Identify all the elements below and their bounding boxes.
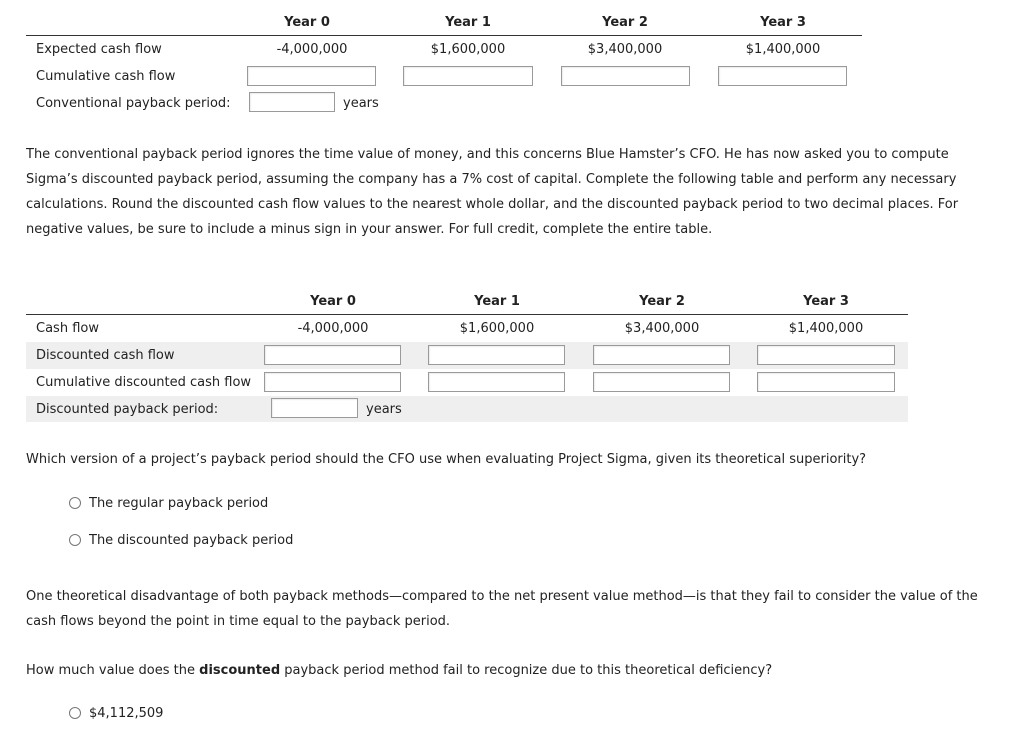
discounted-payback-input[interactable]: [271, 398, 358, 418]
cumulative-discounted-y1-input[interactable]: [428, 372, 565, 392]
table2-header-rule: [26, 314, 908, 315]
table1-label-expected: Expected cash flow: [36, 42, 162, 57]
conventional-payback-input[interactable]: [249, 92, 335, 112]
question-2-text-after: payback period method fail to recognize due to this theoretical deficiency?: [280, 663, 773, 678]
cumulative-discounted-y3-input[interactable]: [757, 372, 895, 392]
table1-header-year1: Year 1: [445, 15, 491, 30]
table2-header-year0: Year 0: [310, 294, 356, 309]
discounted-cash-flow-y0-input[interactable]: [264, 345, 401, 365]
radio-button-icon[interactable]: [69, 497, 81, 509]
option-label[interactable]: $4,112,509: [89, 706, 164, 721]
disadvantage-paragraph: One theoretical disadvantage of both payback methods—compared to the net present value method—is that they fail to consider the value of the cash flows beyond the point in time equal to the payback period.: [26, 589, 978, 629]
table2-header-year3: Year 3: [803, 294, 849, 309]
option-label[interactable]: The discounted payback period: [89, 533, 294, 548]
table1-header-rule: [26, 35, 862, 36]
payback-unit-label: years: [343, 96, 379, 111]
table2-header-year1: Year 1: [474, 294, 520, 309]
cumulative-cash-flow-y1-input[interactable]: [403, 66, 533, 86]
table2-cell-cashflow-y3: $1,400,000: [788, 321, 864, 336]
cumulative-discounted-y0-input[interactable]: [264, 372, 401, 392]
discounted-cash-flow-y1-input[interactable]: [428, 345, 565, 365]
discounted-cash-flow-y2-input[interactable]: [593, 345, 730, 365]
table2-label-discounted: Discounted cash flow: [36, 348, 175, 363]
table1-cell-expected-y0: -4,000,000: [276, 42, 348, 57]
table1-cell-expected-y2: $3,400,000: [587, 42, 663, 57]
table1-label-payback: Conventional payback period:: [36, 96, 231, 111]
cumulative-discounted-y2-input[interactable]: [593, 372, 730, 392]
question-1-text: Which version of a project’s payback period should the CFO use when evaluating Project Sigma, given its theoretical superiority?: [26, 452, 867, 467]
discounted-cash-flow-y3-input[interactable]: [757, 345, 895, 365]
radio-button-icon[interactable]: [69, 534, 81, 546]
cumulative-cash-flow-y2-input[interactable]: [561, 66, 690, 86]
table1-label-cumulative: Cumulative cash flow: [36, 69, 176, 84]
table2-header-year2: Year 2: [639, 294, 685, 309]
instructions-paragraph: The conventional payback period ignores the time value of money, and this concerns Blue Hamster’s CFO. He has now asked you to compute Sigma’s discounted payback period, assuming the company has a 7% cost of capital. Complete the following table and perform any necessary calculations. Round the discounted cash flow values to the nearest whole dollar, and the discounted payback period to two decimal places. For negative values, be sure to include a minus sign in your answer. For full credit, complete the entire table.: [26, 147, 959, 237]
table1-header-year0: Year 0: [284, 15, 330, 30]
question-2-text-bold: discounted: [199, 663, 281, 678]
table1-cell-expected-y3: $1,400,000: [745, 42, 821, 57]
question-2-text: [26, 658, 986, 683]
option-label[interactable]: The regular payback period: [89, 496, 269, 511]
cumulative-cash-flow-y0-input[interactable]: [247, 66, 376, 86]
table1-header-year2: Year 2: [602, 15, 648, 30]
table2-cell-cashflow-y0: -4,000,000: [297, 321, 369, 336]
table2-label-discounted-payback: Discounted payback period:: [36, 402, 219, 417]
table1-cell-expected-y1: $1,600,000: [430, 42, 506, 57]
discounted-payback-unit-label: years: [366, 402, 402, 417]
table2-cell-cashflow-y2: $3,400,000: [624, 321, 700, 336]
table2-cell-cashflow-y1: $1,600,000: [459, 321, 535, 336]
table1-header-year3: Year 3: [760, 15, 806, 30]
table2-label-cumulative-discounted: Cumulative discounted cash flow: [36, 375, 252, 390]
radio-button-icon[interactable]: [69, 707, 81, 719]
question-2-text-before: How much value does the: [26, 663, 200, 678]
cumulative-cash-flow-y3-input[interactable]: [718, 66, 847, 86]
table2-label-cash-flow: Cash flow: [36, 321, 99, 336]
